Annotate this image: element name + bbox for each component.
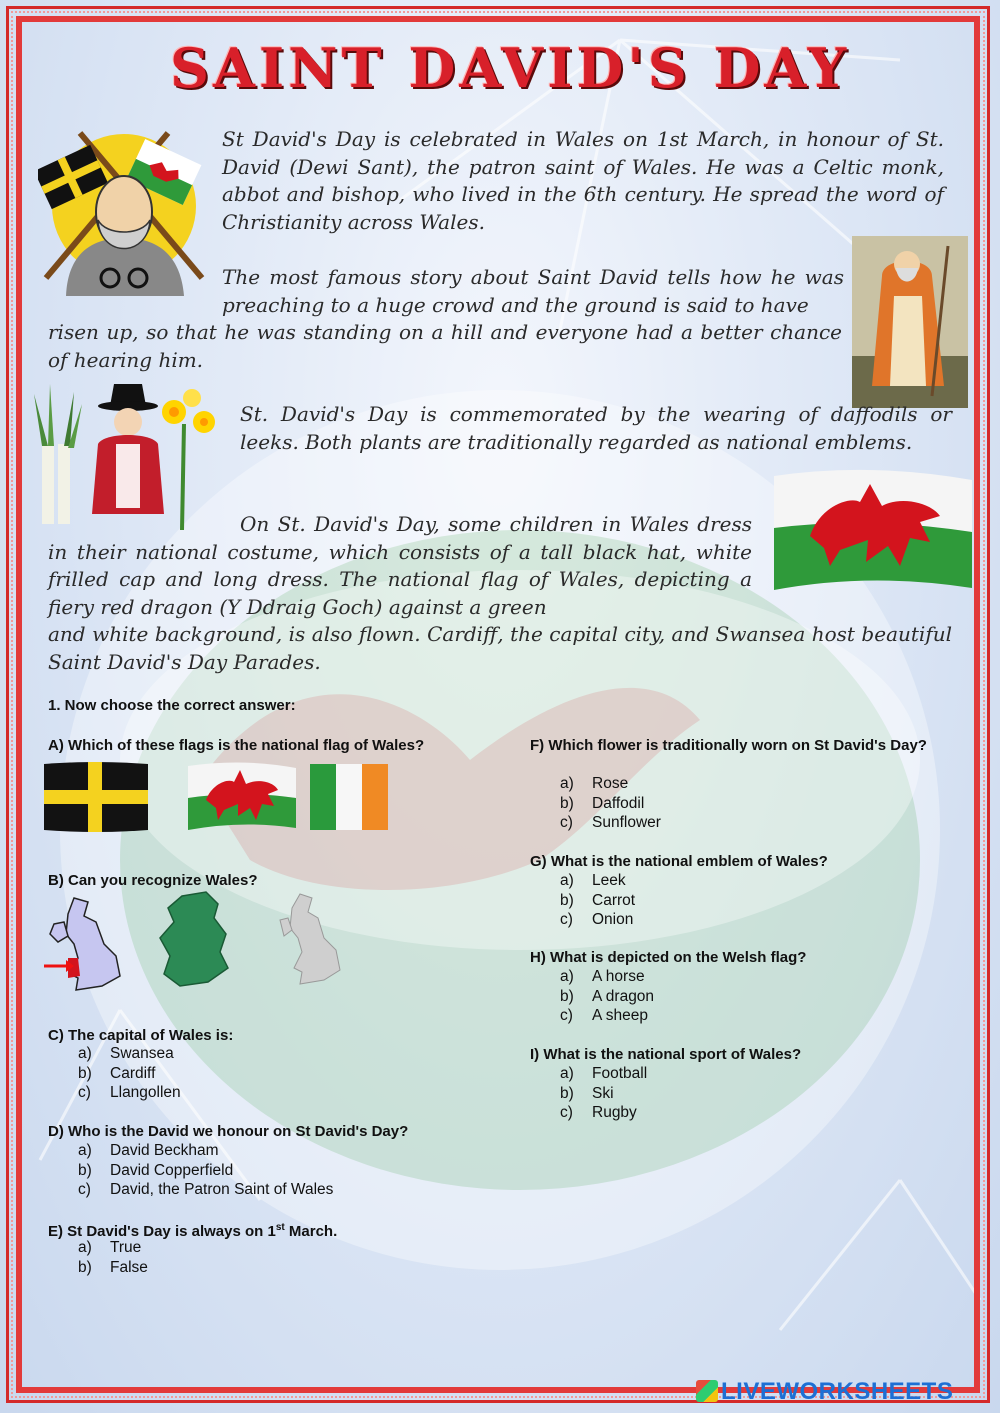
question-c-option-a[interactable]: a) Swansea [78, 1045, 174, 1062]
question-i-text: I) What is the national sport of Wales? [530, 1046, 802, 1063]
intro-paragraph-4b: and white background, is also flown. Cardiff, the capital city, and Swansea host beautiful Saint David's Day Parades. [48, 622, 952, 674]
question-h-options [560, 967, 654, 1026]
question-h-option-c[interactable]: c) A sheep [560, 1007, 649, 1024]
welsh-girl-costume [92, 384, 164, 514]
intro-paragraph-4a: On St. David's Day, some children in Wales dress in their national costume, which consists of a tall black hat, white frilled cap and long dress. The national flag of Wales, depicting a fiery red dragon (Y Ddraig Goch) against a green [48, 512, 752, 619]
flag-option-st-david[interactable] [42, 760, 150, 834]
question-i-option-c[interactable]: c) Rugby [560, 1104, 637, 1121]
question-f-option-a[interactable]: a) Rose [560, 775, 629, 792]
page-title: SAINT DAVID'S DAY [170, 36, 851, 100]
question-g-option-c[interactable]: c) Onion [560, 911, 634, 928]
question-g-option-a[interactable]: a) Leek [560, 872, 626, 889]
question-i-option-a[interactable]: a) Football [560, 1065, 648, 1082]
question-d-option-a[interactable]: a) David Beckham [78, 1142, 219, 1159]
question-i-options [560, 1064, 647, 1123]
question-c-option-c[interactable]: c) Llangollen [78, 1084, 181, 1101]
liveworksheets-badge-icon [696, 1380, 718, 1402]
question-i-option-b[interactable]: b) Ski [560, 1084, 614, 1102]
liveworksheets-logo[interactable]: LIVEWORKSHEETS [696, 1378, 953, 1406]
question-b-text: B) Can you recognize Wales? [48, 872, 258, 889]
question-g-text: G) What is the national emblem of Wales? [530, 853, 828, 870]
flag-option-ireland[interactable] [308, 760, 390, 834]
question-h-option-b[interactable]: b) A dragon [560, 987, 655, 1005]
question-d-options [78, 1141, 333, 1200]
question-f-text: F) Which flower is traditionally worn on St David's Day? [530, 737, 927, 754]
question-c-text: C) The capital of Wales is: [48, 1027, 234, 1044]
question-c-options [78, 1044, 181, 1103]
question-h-option-a[interactable]: a) A horse [560, 968, 645, 985]
intro-paragraph-2b: risen up, so that he was standing on a hill and everyone had a better chance of hearing him. [48, 320, 842, 372]
saint-david-cartoon-image [38, 128, 210, 296]
saint-david-painting-image [852, 236, 968, 408]
map-option-ireland[interactable] [156, 890, 238, 990]
question-f-option-b[interactable]: b) Daffodil [560, 794, 645, 812]
question-e-text: E) St David's Day is always on 1st March. [48, 1222, 338, 1240]
question-c-option-b[interactable]: b) Cardiff [78, 1064, 156, 1082]
question-d-text: D) Who is the David we honour on St David's Day? [48, 1123, 409, 1140]
question-g-option-b[interactable]: b) Carrot [560, 891, 636, 909]
intro-paragraph-3: St. David's Day is commemorated by the wearing of daffodils or leeks. Both plants are traditionally regarded as national emblems. [240, 402, 952, 454]
question-f-options [560, 774, 661, 833]
exercise-instruction: 1. Now choose the correct answer: [48, 697, 296, 714]
leek-girl-daffodils-image [24, 384, 220, 530]
leek-icon [34, 384, 82, 524]
question-g-options [560, 871, 635, 930]
question-e-options [78, 1238, 148, 1277]
intro-paragraph-1: St David's Day is celebrated in Wales on 1st March, in honour of St. David (Dewi Sant), the patron saint of Wales. He was a Celtic monk, abbot and bishop, who lived in the 6th century. He spread the word of Christianity across Wales. [222, 127, 944, 234]
flag-option-wales[interactable] [186, 760, 298, 834]
question-h-text: H) What is depicted on the Welsh flag? [530, 949, 807, 966]
question-a-text: A) Which of these flags is the national flag of Wales? [48, 737, 425, 754]
question-f-option-c[interactable]: c) Sunflower [560, 814, 661, 831]
question-d-option-c[interactable]: c) David, the Patron Saint of Wales [78, 1181, 334, 1198]
question-e-option-b[interactable]: b) False [78, 1258, 148, 1276]
question-d-option-b[interactable]: b) David Copperfield [78, 1161, 234, 1179]
welsh-flag-image [770, 466, 976, 596]
map-option-great-britain-grey[interactable] [276, 890, 346, 990]
daffodil-icon [162, 389, 215, 530]
map-option-uk-wales-highlighted[interactable] [44, 894, 126, 994]
intro-paragraph-2a: The most famous story about Saint David tells how he was preaching to a huge crowd and the ground is said to have [222, 265, 844, 317]
question-e-option-a[interactable]: a) True [78, 1239, 142, 1256]
